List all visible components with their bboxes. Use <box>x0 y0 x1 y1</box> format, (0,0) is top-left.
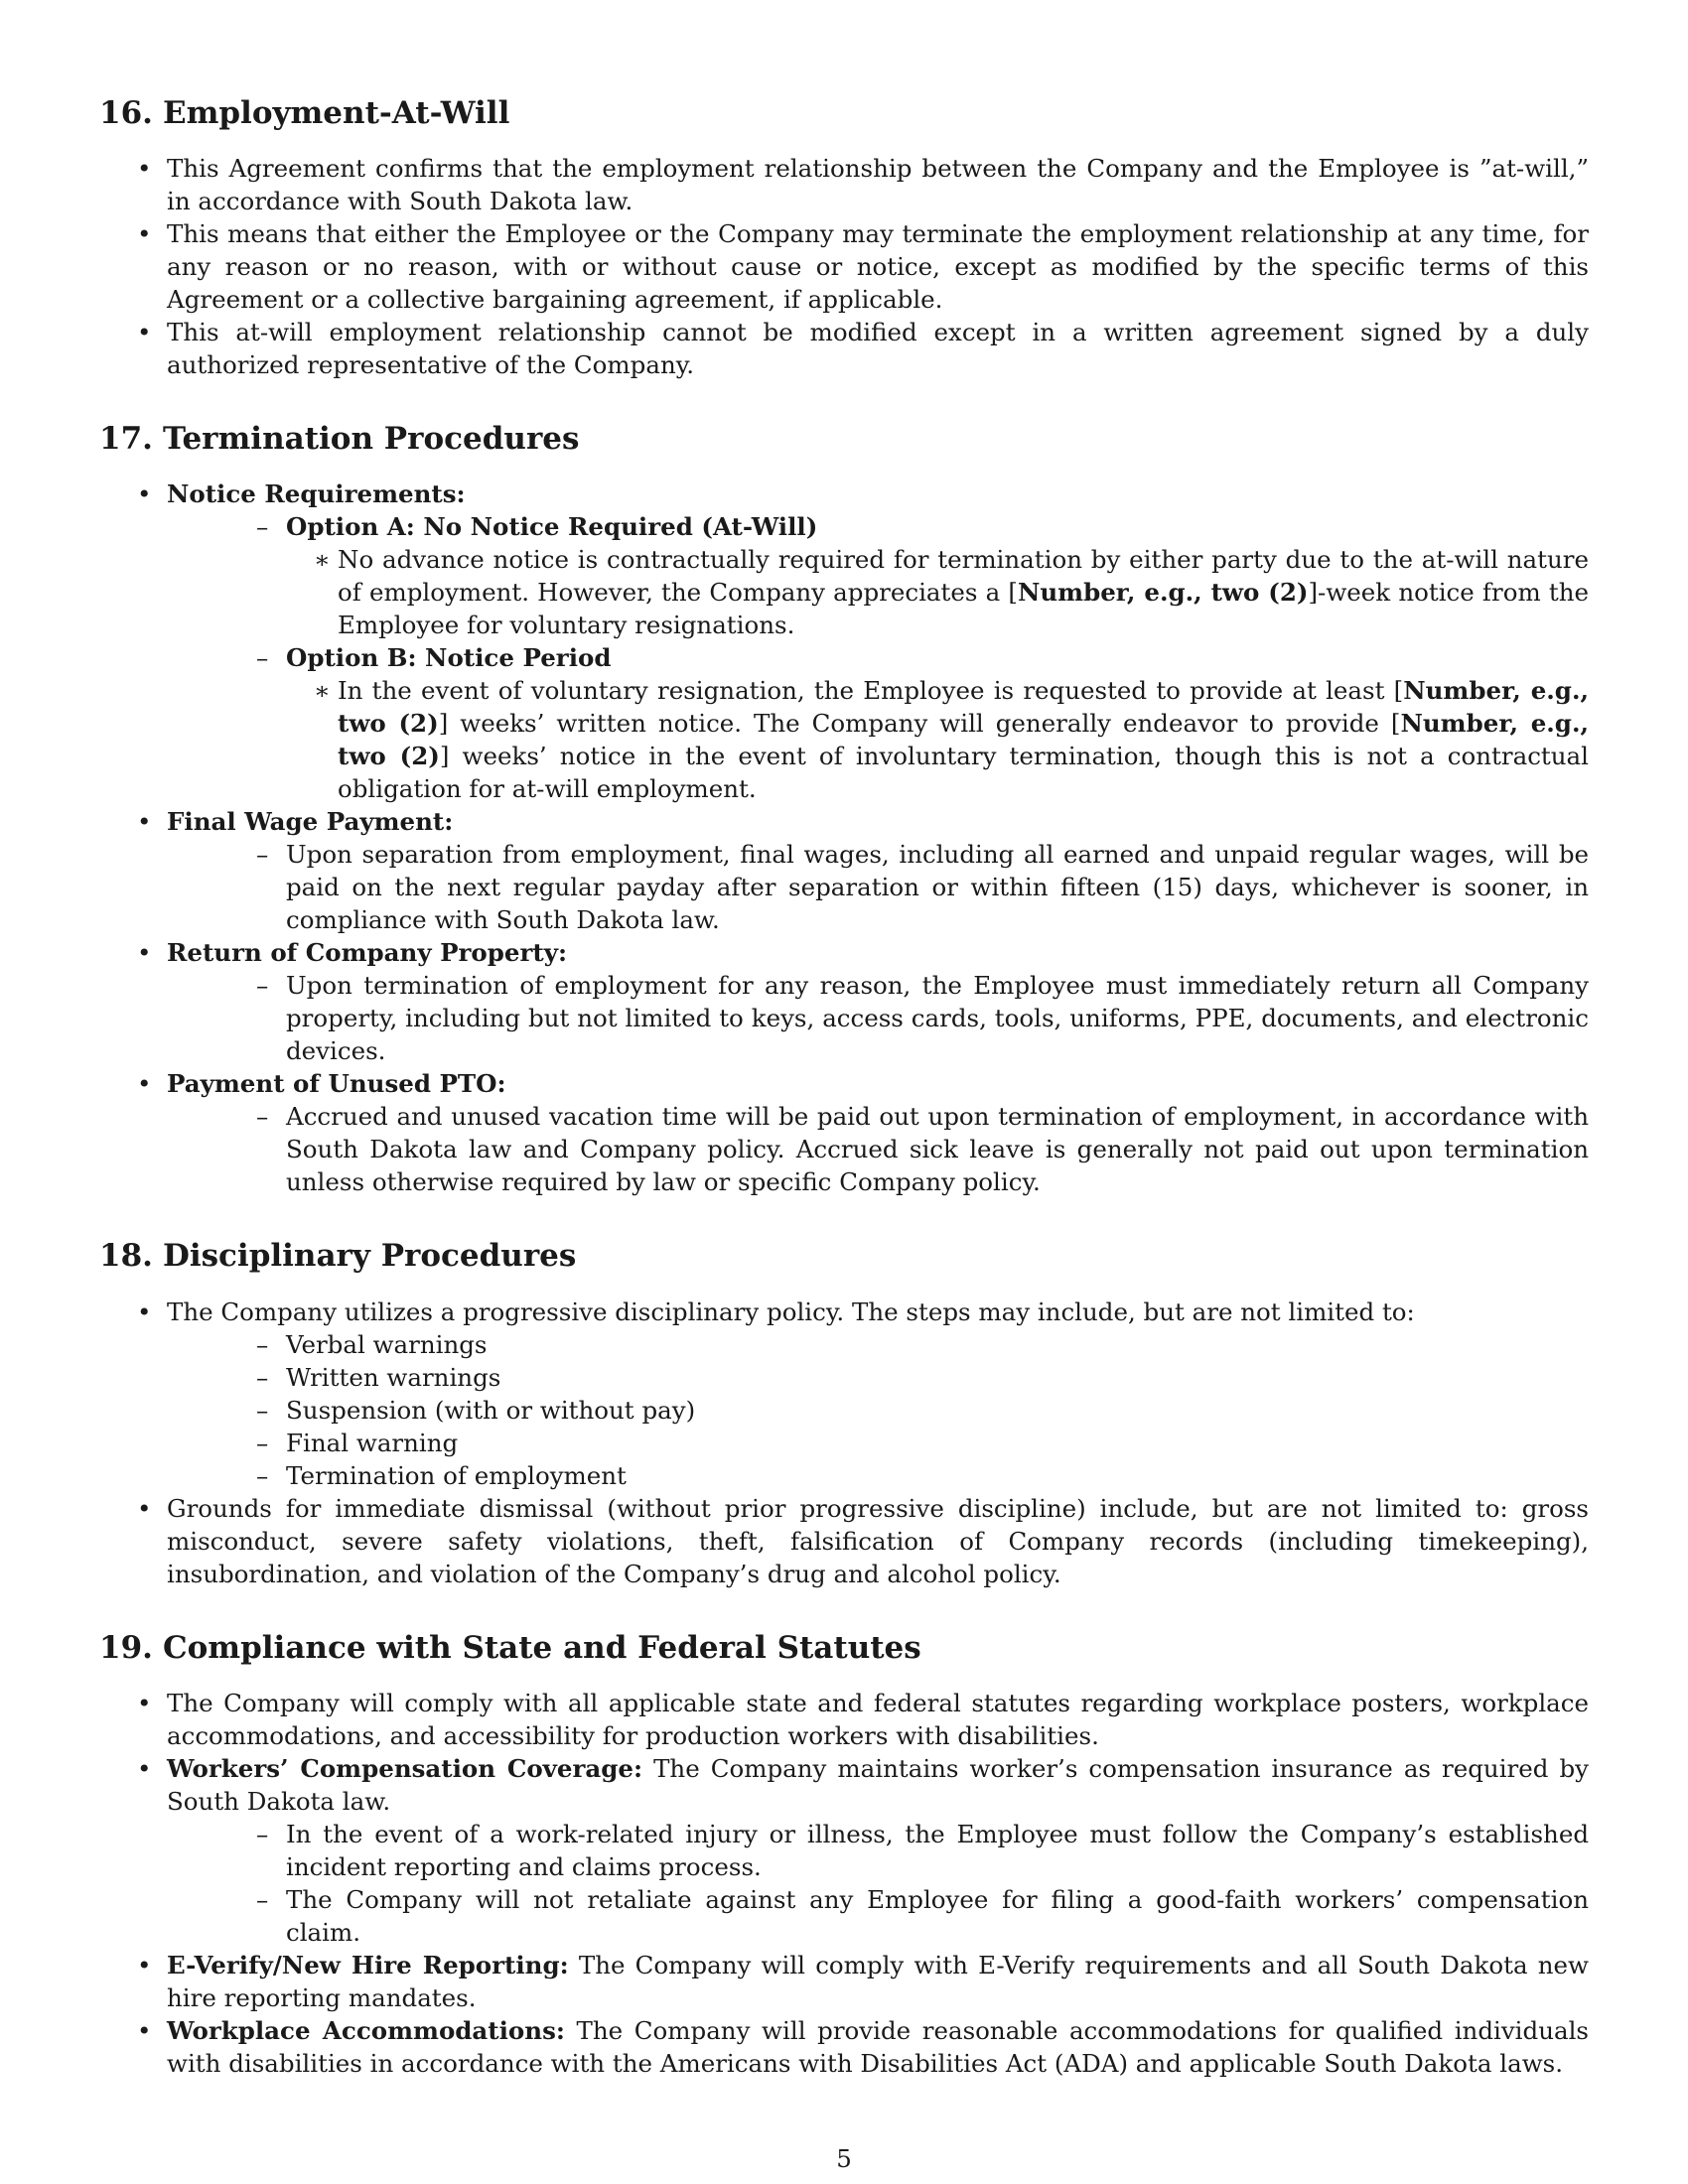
bullet-marker: • <box>137 1950 152 1979</box>
item-text: Termination of employment <box>286 1460 627 1490</box>
item-text: Verbal warnings <box>286 1329 488 1359</box>
dash-marker: – <box>256 971 269 1001</box>
item-label: Return of Company Property: <box>167 938 567 968</box>
placeholder-text: Number, e.g., two (2) <box>338 709 1589 771</box>
item-label: Workplace Accommodations: <box>167 2015 565 2045</box>
bullet-marker: • <box>137 2015 152 2045</box>
list-item <box>226 969 1589 1067</box>
item-label: Final Wage Payment: <box>167 807 454 837</box>
bullet-marker: • <box>137 938 152 968</box>
item-label: Notice Requirements: <box>167 479 466 509</box>
section-17 <box>99 421 1589 1198</box>
section-heading <box>99 1630 1589 1667</box>
document-page <box>99 95 1589 2119</box>
dash-marker: – <box>256 1362 269 1392</box>
list-item <box>99 1752 1589 1949</box>
placeholder-text: Number, e.g., two (2) <box>1017 578 1309 608</box>
list-item <box>226 1883 1589 1949</box>
list-item <box>99 936 1589 1067</box>
item-text: This Agreement confirms that the employment relationship between the Company and the Employee is ”at-will,” in accordance with South Dakota law. <box>167 154 1589 216</box>
item-label: Workers’ Compensation Coverage: <box>167 1753 643 1783</box>
section-heading <box>99 421 1589 458</box>
bullet-marker: • <box>137 1753 152 1783</box>
section-title: Termination Procedures <box>162 421 580 458</box>
item-text: ]-week notice from the Employee for voluntary resignations. <box>338 578 1589 640</box>
item-text: ] weeks’ written notice. The Company will generally endeavor to provide [ <box>438 709 1401 739</box>
list-item <box>99 2014 1589 2080</box>
dash-marker: – <box>256 1460 269 1490</box>
item-text: ] weeks’ notice in the event of involuntary termination, though this is not a contractual obligation for at-will employment. <box>338 742 1589 804</box>
section-heading <box>99 95 1589 132</box>
item-text: In the event of voluntary resignation, the Employee is requested to provide at least [ <box>338 676 1404 706</box>
item-text: The Company utilizes a progressive disciplinary policy. The steps may include, but are not limited to: <box>167 1297 1415 1326</box>
item-text: The Company will provide reasonable accommodations for qualified individuals with disabilities in accordance with the Americans with Disabilities Act (ADA) and applicable South Dakota laws. <box>167 2015 1589 2078</box>
bullet-marker: • <box>137 807 152 837</box>
section-number: 18. <box>99 1238 153 1275</box>
list-item <box>99 1492 1589 1590</box>
section-18 <box>99 1238 1589 1589</box>
item-text: Accrued and unused vacation time will be paid out upon termination of employment, in accordance with South Dakota law and Company policy. Accrued sick leave is generally not paid out upon termination unless otherwise required by law or specific Company policy. <box>286 1102 1589 1197</box>
item-text: The Company will not retaliate against any Employee for filing a good-faith workers’ compensation claim. <box>286 1884 1589 1947</box>
section-number: 19. <box>99 1629 153 1666</box>
list-item <box>99 478 1589 805</box>
section-heading <box>99 1238 1589 1275</box>
list-item <box>99 1296 1589 1492</box>
star-marker: ∗ <box>314 676 331 706</box>
bullet-marker: • <box>137 1493 152 1523</box>
item-text: Grounds for immediate dismissal (without prior progressive discipline) include, but are not limited to: gross misconduct, severe safety violations, theft, falsification of Company records (including timekeeping), insubordination, and violation of the Company’s drug and alcohol policy. <box>167 1493 1589 1588</box>
list-item <box>226 1427 1589 1459</box>
list-item <box>226 1818 1589 1883</box>
item-label: Payment of Unused PTO: <box>167 1069 506 1099</box>
star-marker: ∗ <box>314 545 331 575</box>
item-text: This means that either the Employee or the Company may terminate the employment relationship at any time, for any reason or no reason, with or without cause or notice, except as modified by the specific terms of this Agreement or a collective bargaining agreement, if applicable. <box>167 219 1589 315</box>
item-text: Written warnings <box>286 1362 501 1392</box>
item-text: Suspension (with or without pay) <box>286 1395 696 1425</box>
page-number: 5 <box>836 2144 852 2173</box>
list-item <box>286 674 1589 805</box>
list-item <box>286 543 1589 641</box>
section-title: Employment-At-Will <box>162 95 510 131</box>
item-text: In the event of a work-related injury or illness, the Employee must follow the Company’s established incident reporting and claims process. <box>286 1819 1589 1881</box>
bullet-marker: • <box>137 154 152 184</box>
item-text: No advance notice is contractually required for termination by either party due to the at-will nature of employment. However, the Company appreciates a [ <box>338 545 1589 608</box>
item-text: The Company maintains worker’s compensation insurance as required by South Dakota law. <box>167 1753 1589 1816</box>
bullet-marker: • <box>137 1688 152 1717</box>
section-number: 17. <box>99 421 153 458</box>
list-item <box>99 805 1589 936</box>
list-item <box>99 1949 1589 2014</box>
item-label: Option A: No Notice Required (At-Will) <box>286 512 818 542</box>
bullet-marker: • <box>137 318 152 347</box>
list-item <box>226 1394 1589 1427</box>
list-item <box>99 1687 1589 1752</box>
list-item <box>226 510 1589 641</box>
list-item <box>226 838 1589 936</box>
dash-marker: – <box>256 643 269 673</box>
item-label: Option B: Notice Period <box>286 643 612 673</box>
item-text: The Company will comply with all applicable state and federal statutes regarding workplace posters, workplace accommodations, and accessibility for production workers with disabilities. <box>167 1688 1589 1750</box>
section-title: Compliance with State and Federal Statutes <box>162 1629 921 1666</box>
bullet-marker: • <box>137 479 152 509</box>
section-19 <box>99 1630 1589 2080</box>
list-item <box>226 1459 1589 1492</box>
item-text: Upon termination of employment for any reason, the Employee must immediately return all Company property, including but not limited to keys, access cards, tools, uniforms, PPE, documents, and electronic devices. <box>286 971 1589 1066</box>
list-item <box>226 641 1589 805</box>
section-16 <box>99 95 1589 381</box>
bullet-marker: • <box>137 1297 152 1326</box>
item-text: The Company will comply with E-Verify requirements and all South Dakota new hire reporting mandates. <box>167 1950 1589 2012</box>
bullet-marker: • <box>137 219 152 249</box>
list-item <box>226 1361 1589 1394</box>
section-number: 16. <box>99 95 153 131</box>
dash-marker: – <box>256 1819 269 1848</box>
list-item <box>99 1067 1589 1198</box>
item-text: This at-will employment relationship cannot be modified except in a written agreement signed by a duly authorized representative of the Company. <box>167 318 1589 380</box>
dash-marker: – <box>256 1395 269 1425</box>
list-item <box>99 152 1589 217</box>
dash-marker: – <box>256 840 269 870</box>
dash-marker: – <box>256 1102 269 1132</box>
list-item <box>226 1328 1589 1361</box>
dash-marker: – <box>256 1884 269 1914</box>
placeholder-text: Number, e.g., two (2) <box>338 676 1589 739</box>
item-text: Upon separation from employment, final wages, including all earned and unpaid regular wages, will be paid on the next regular payday after separation or within fifteen (15) days, whichever is sooner, in compliance with South Dakota law. <box>286 840 1589 935</box>
section-title: Disciplinary Procedures <box>162 1238 577 1275</box>
dash-marker: – <box>256 1428 269 1457</box>
item-label: E-Verify/New Hire Reporting: <box>167 1950 569 1979</box>
item-text: Final warning <box>286 1428 459 1457</box>
bullet-marker: • <box>137 1069 152 1099</box>
dash-marker: – <box>256 1329 269 1359</box>
list-item <box>99 217 1589 316</box>
list-item <box>99 316 1589 381</box>
dash-marker: – <box>256 512 269 542</box>
list-item <box>226 1100 1589 1198</box>
